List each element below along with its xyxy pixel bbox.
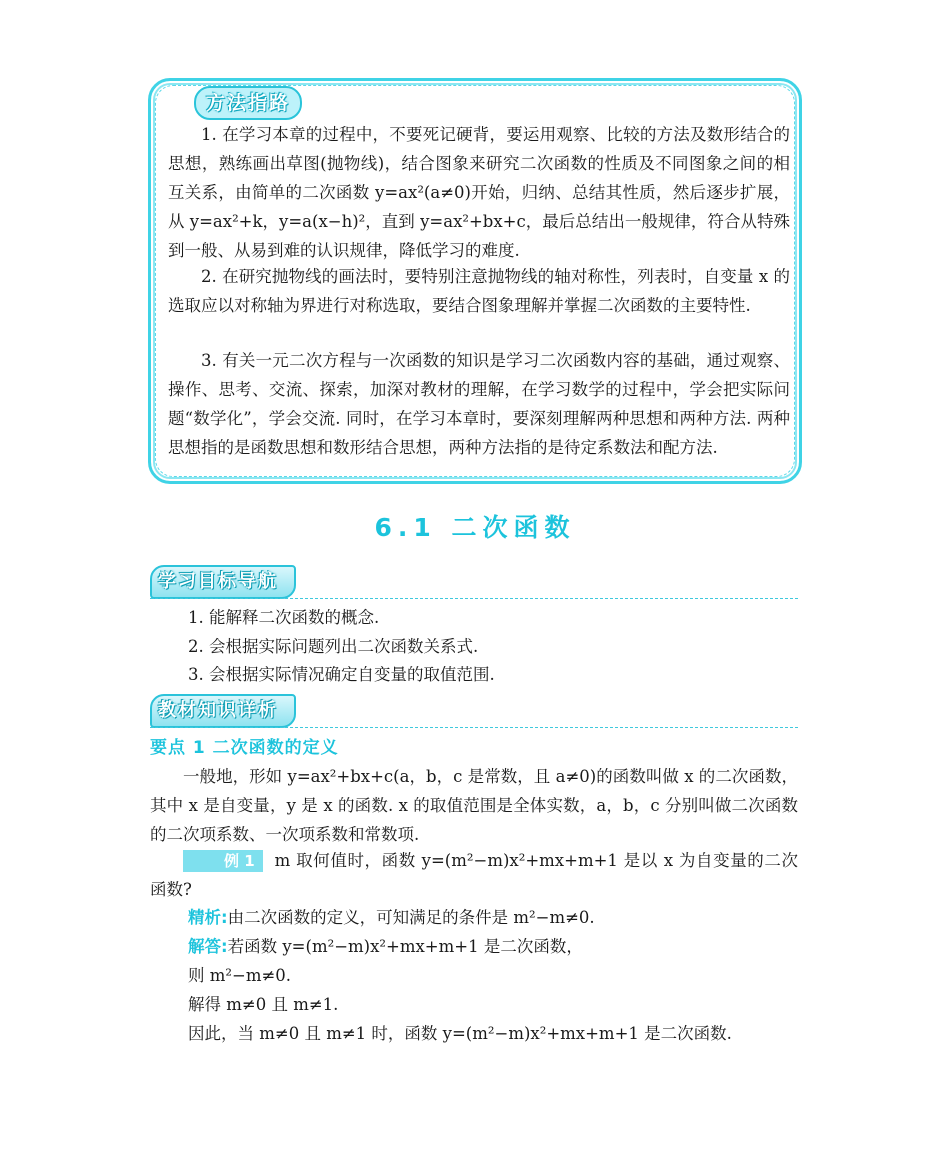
method-paragraph-1: 1. 在学习本章的过程中，不要死记硬背，要运用观察、比较的方法及数形结合的思想，熟练画出草图(抛物线)，结合图象来研究二次函数的性质及不同图象之间的相互关系，由简单的二次函数 y=ax²(a≠0)开始，归纳、总结其性质，然后逐步扩展，从 y=ax²+k，y=a(x−h)²，直到 y=ax²+bx+c，最后总结出一般规律，符合从特殊到一般、从易到难的认识规律，降低学习的难度. bbox=[168, 125, 790, 260]
answer-label: 解答: bbox=[188, 937, 228, 956]
definition-paragraph: 一般地，形如 y=ax²+bx+c(a，b，c 是常数，且 a≠0)的函数叫做 x 的二次函数，其中 x 是自变量，y 是 x 的函数. x 的取值范围是全体实数，a，b，c 分别叫做二次函数的二次项系数、一次项系数和常数项. bbox=[150, 767, 798, 844]
goal-item: 1. 能解释二次函数的概念. bbox=[188, 608, 380, 627]
solution-step: 解得 m≠0 且 m≠1. bbox=[188, 995, 339, 1014]
method-paragraph-3: 3. 有关一元二次方程与一次函数的知识是学习二次函数内容的基础，通过观察、操作、思考、交流、探索，加深对教材的理解，在学习数学的过程中，学会把实际问题“数学化”，学会交流. 同时，在学习本章时，要深刻理解两种思想和两种方法. 两种思想指的是函数思想和数形结合思想，两种方法指的是待定系数法和配方法. bbox=[168, 351, 790, 457]
analysis-label: 精析: bbox=[188, 908, 228, 927]
example-paragraph bbox=[150, 846, 798, 904]
point-title: 要点 1 二次函数的定义 bbox=[150, 738, 339, 758]
knowledge-banner: 教材知识详析 bbox=[150, 694, 296, 728]
example-text: m 取何值时，函数 y=(m²−m)x²+mx+m+1 是以 x 为自变量的二次函数? bbox=[150, 851, 798, 899]
analysis-text: 由二次函数的定义，可知满足的条件是 m²−m≠0. bbox=[227, 908, 595, 927]
solution-step: 则 m²−m≠0. bbox=[188, 966, 292, 985]
divider bbox=[150, 727, 798, 728]
learning-goals-banner: 学习目标导航 bbox=[150, 565, 296, 599]
goal-item: 2. 会根据实际问题列出二次函数关系式. bbox=[188, 637, 479, 656]
goal-item: 3. 会根据实际情况确定自变量的取值范围. bbox=[188, 665, 495, 684]
answer-line bbox=[188, 932, 583, 961]
analysis-line bbox=[188, 903, 595, 932]
answer-text: 若函数 y=(m²−m)x²+mx+m+1 是二次函数， bbox=[227, 937, 583, 956]
method-guide-title: 方法指路 bbox=[194, 86, 302, 120]
example-tag: 例 1 bbox=[183, 850, 263, 872]
section-title: 6.1 二次函数 bbox=[374, 513, 576, 542]
divider bbox=[150, 598, 798, 599]
method-paragraph-2: 2. 在研究抛物线的画法时，要特别注意抛物线的轴对称性，列表时，自变量 x 的选取应以对称轴为界进行对称选取，要结合图象理解并掌握二次函数的主要特性. bbox=[168, 267, 790, 315]
solution-step: 因此，当 m≠0 且 m≠1 时，函数 y=(m²−m)x²+mx+m+1 是二次函数. bbox=[188, 1024, 732, 1043]
